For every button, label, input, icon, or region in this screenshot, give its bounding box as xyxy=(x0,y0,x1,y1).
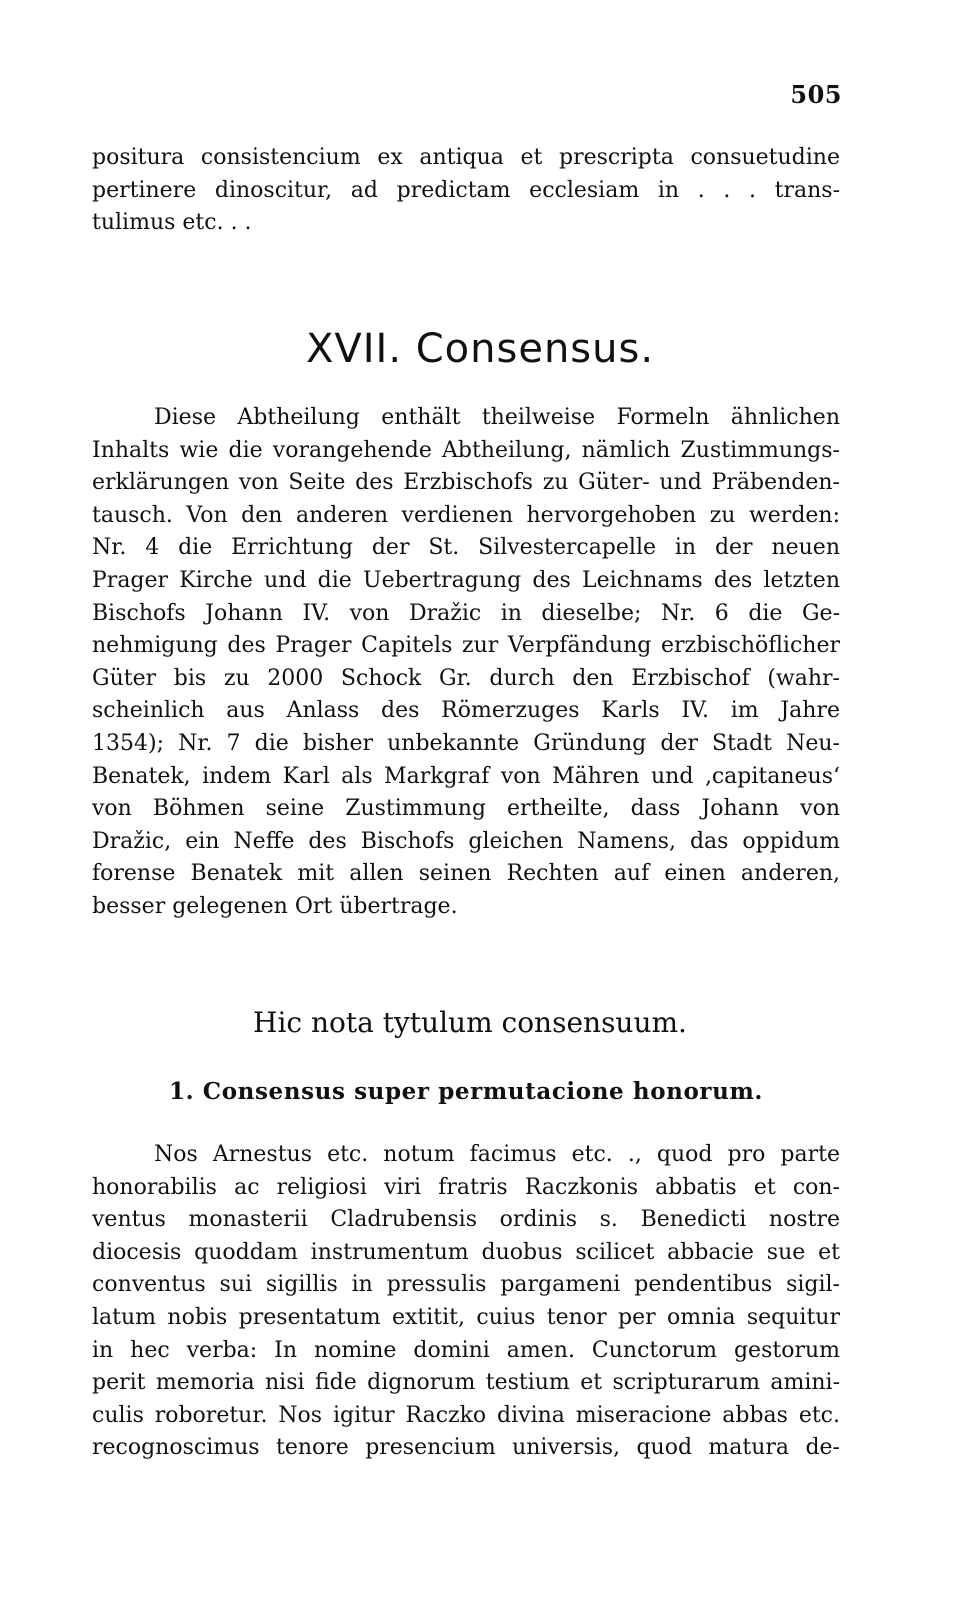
item-paragraph xyxy=(92,1139,840,1465)
text-line: diocesis quoddam instrumentum duobus scilicet abbacie sue et xyxy=(92,1239,840,1265)
text-line: Dražic, ein Neffe des Bischofs gleichen Namens, das oppidum xyxy=(92,828,840,854)
text-line: Inhalts wie die vorangehende Abtheilung, nämlich Zustimmungs- xyxy=(92,437,840,463)
text-line: Benatek, indem Karl als Markgraf von Mähren und ‚capitaneus‘ xyxy=(92,763,840,789)
text-line: recognoscimus tenore presencium universis, quod matura de- xyxy=(92,1435,840,1461)
text-line: Güter bis zu 2000 Schock Gr. durch den Erzbischof (wahr- xyxy=(92,665,840,691)
text-line: tausch. Von den anderen verdienen hervorgehoben zu werden: xyxy=(92,502,840,528)
text-line: erklärungen von Seite des Erzbischofs zu Güter- und Präbenden- xyxy=(92,470,840,496)
text-line: honorabilis ac religiosi viri fratris Raczkonis abbatis et con- xyxy=(92,1174,840,1200)
text-line: 1354); Nr. 7 die bisher unbekannte Gründung der Stadt Neu- xyxy=(92,730,840,756)
text-line: pertinere dinoscitur, ad predictam ecclesiam in . . . trans- xyxy=(92,177,840,203)
text-line: besser gelegenen Ort übertrage. xyxy=(92,893,458,919)
text-line: nehmigung des Prager Capitels zur Verpfändung erzbischöflicher xyxy=(92,633,840,659)
chapter-title: XVII. Consensus. xyxy=(305,326,655,372)
text-line: latum nobis presentatum extitit, cuius tenor per omnia sequitur xyxy=(92,1304,840,1330)
text-line: perit memoria nisi fide dignorum testium et scripturarum amini- xyxy=(92,1370,840,1396)
text-line: Nos Arnestus etc. notum facimus etc. ., quod pro parte xyxy=(154,1142,840,1167)
text-line: Diese Abtheilung enthält theilweise Formeln ähnlichen xyxy=(154,405,840,430)
text-line: in hec verba: In nomine domini amen. Cunctorum gestorum xyxy=(92,1337,840,1363)
text-line: culis roboretur. Nos igitur Raczko divina miseracione abbas etc. xyxy=(92,1402,840,1428)
section-title: Hic nota tytulum consensuum. xyxy=(253,1006,687,1039)
item-title: 1. Consensus super permutacione honorum. xyxy=(168,1078,763,1105)
page-number: 505 xyxy=(790,80,842,109)
top-paragraph xyxy=(92,142,840,240)
text-line: forense Benatek mit allen seinen Rechten auf einen anderen, xyxy=(92,861,840,887)
text-line: scheinlich aus Anlass des Römerzuges Karls IV. im Jahre xyxy=(92,698,840,724)
text-line: ventus monasterii Cladrubensis ordinis s. Benedicti nostre xyxy=(92,1207,840,1233)
intro-paragraph xyxy=(92,402,840,924)
text-line: von Böhmen seine Zustimmung ertheilte, dass Johann von xyxy=(92,796,840,822)
text-line: Nr. 4 die Errichtung der St. Silvestercapelle in der neuen xyxy=(92,535,840,561)
text-line: tulimus etc. . . xyxy=(92,210,252,236)
text-line: Bischofs Johann IV. von Dražic in dieselbe; Nr. 6 die Ge- xyxy=(92,600,840,626)
text-line: positura consistencium ex antiqua et prescripta consuetudine xyxy=(92,145,840,170)
text-line: Prager Kirche und die Uebertragung des Leichnams des letzten xyxy=(92,567,840,593)
text-line: conventus sui sigillis in pressulis pargameni pendentibus sigil- xyxy=(92,1272,840,1298)
